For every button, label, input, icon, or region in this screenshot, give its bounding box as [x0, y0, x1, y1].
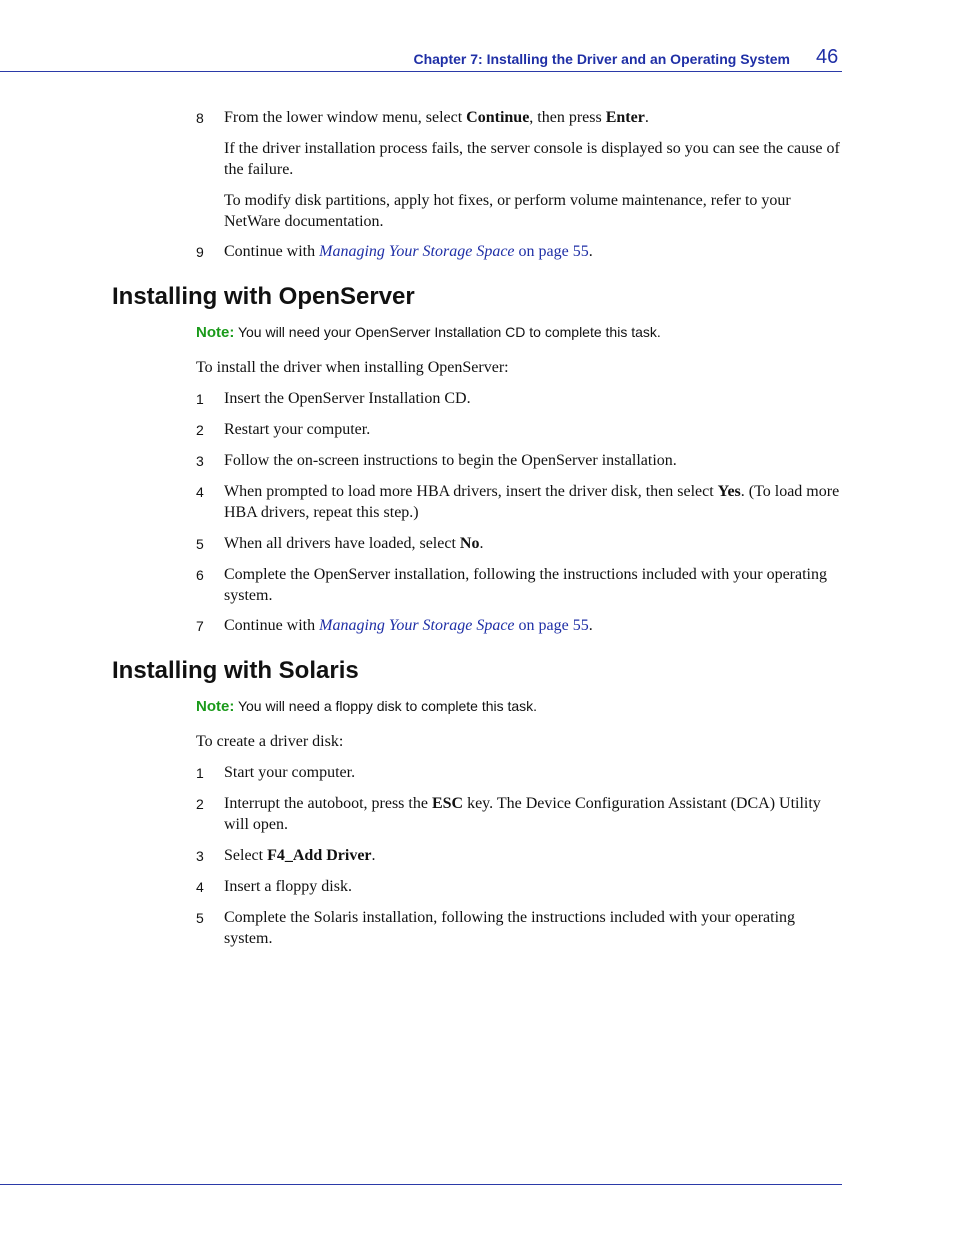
running-header-chapter: Chapter 7: Installing the Driver and an Operating System [413, 51, 790, 67]
step-number: 4 [196, 484, 204, 500]
link-managing-storage[interactable]: Managing Your Storage Space on page 55 [319, 617, 589, 634]
section-heading-solaris: Installing with Solaris [112, 657, 359, 684]
step-number: 8 [196, 110, 204, 126]
header-rule [0, 71, 842, 72]
step-number: 5 [196, 536, 204, 552]
step-text: Complete the OpenServer installation, following the instructions included with your operating system. [224, 566, 827, 604]
step-number: 1 [196, 391, 204, 407]
step-text: Complete the Solaris installation, following the instructions included with your operating system. [224, 909, 796, 947]
step-number: 9 [196, 244, 204, 260]
step-text: When prompted to load more HBA drivers, insert the driver disk, then select Yes. (To load more HBA drivers, repeat this step.) [224, 483, 840, 521]
note-label: Note: [196, 698, 235, 715]
step-number: 7 [196, 618, 204, 634]
note-label: Note: [196, 324, 235, 341]
link-managing-storage[interactable]: Managing Your Storage Space on page 55 [319, 243, 589, 260]
step-number: 2 [196, 796, 204, 812]
step-text: Select F4_Add Driver. [224, 847, 376, 864]
step-number: 1 [196, 765, 204, 781]
step-text: Start your computer. [224, 764, 356, 781]
step-number: 3 [196, 453, 204, 469]
step-text: Insert a floppy disk. [224, 878, 352, 895]
step-number: 6 [196, 567, 204, 583]
openserver-intro: To install the driver when installing OpenServer: [196, 359, 509, 376]
note-openserver: Note: You will need your OpenServer Installation CD to complete this task. [196, 324, 661, 341]
step-text: Continue with Managing Your Storage Space on page 55. [224, 617, 593, 634]
step-text: Interrupt the autoboot, press the ESC key. The Device Configuration Assistant (DCA) Utility will open. [224, 795, 821, 833]
step-text: Continue with Managing Your Storage Space on page 55. [224, 243, 593, 260]
step-text: Follow the on-screen instructions to begin the OpenServer installation. [224, 452, 677, 469]
step-text: Insert the OpenServer Installation CD. [224, 390, 471, 407]
page-number: 46 [816, 46, 839, 68]
footer-rule [0, 1184, 842, 1185]
section-heading-openserver: Installing with OpenServer [112, 283, 415, 310]
step-text: From the lower window menu, select Continue, then press Enter. [224, 109, 649, 126]
step-text: When all drivers have loaded, select No. [224, 535, 484, 552]
step-number: 3 [196, 848, 204, 864]
step-number: 5 [196, 910, 204, 926]
step-text: Restart your computer. [224, 421, 371, 438]
step-number: 2 [196, 422, 204, 438]
note-solaris: Note: You will need a floppy disk to complete this task. [196, 698, 538, 715]
solaris-intro: To create a driver disk: [196, 733, 344, 750]
step-number: 4 [196, 879, 204, 895]
paragraph-disk-partitions: To modify disk partitions, apply hot fixes, or perform volume maintenance, refer to your NetWare documentation. [224, 192, 791, 230]
paragraph-failure-note: If the driver installation process fails, the server console is displayed so you can see the cause of the failure. [224, 140, 840, 178]
